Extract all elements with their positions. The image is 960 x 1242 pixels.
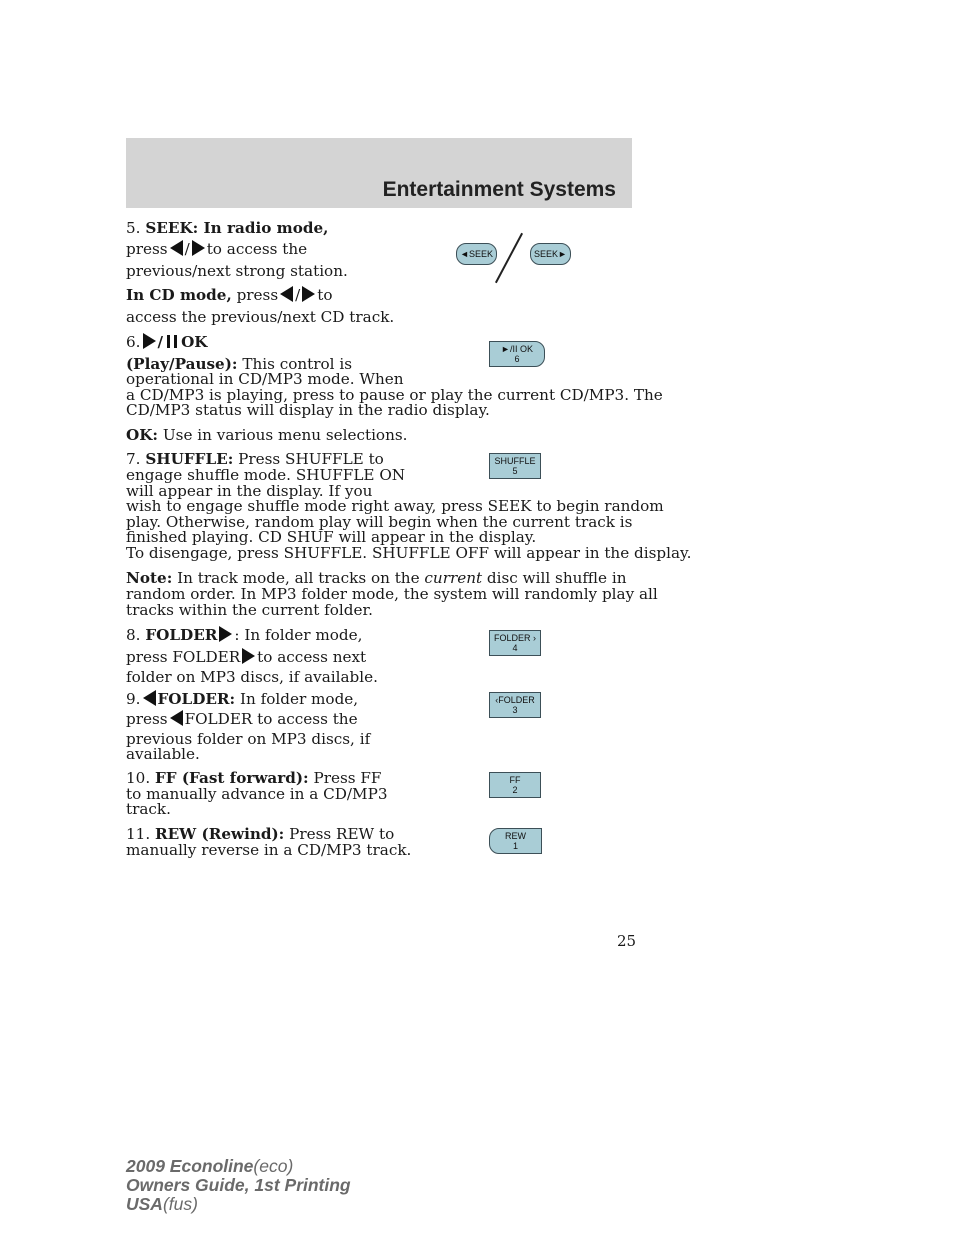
- seek-cd-line-1: In CD mode, press / to: [126, 286, 333, 304]
- ff-line-3: track.: [126, 800, 171, 818]
- play-pause-ok-button: ►/II OK 6: [489, 341, 545, 367]
- play-icon: [143, 333, 156, 349]
- pause-icon: [167, 335, 177, 348]
- note-line-3: tracks within the current folder.: [126, 601, 373, 619]
- shuffle-line-5: play. Otherwise, random play will begin when the current track is: [126, 513, 633, 531]
- play-line-3: a CD/MP3 is playing, press to pause or play the current CD/MP3. The: [126, 386, 663, 404]
- divider-slash: [495, 233, 523, 283]
- header-band: [126, 138, 632, 208]
- play-line-4: CD/MP3 status will display in the radio display.: [126, 401, 490, 419]
- footer-line-3: USA(fus): [126, 1194, 198, 1214]
- rew-line-1: 11. REW (Rewind): Press REW to: [126, 825, 395, 843]
- seek-line-2: previous/next strong station.: [126, 262, 348, 280]
- seek-cd-line-2: access the previous/next CD track.: [126, 308, 395, 326]
- shuffle-button: SHUFFLE 5: [489, 453, 541, 479]
- folder-next-line-1: 8. FOLDER : In folder mode,: [126, 626, 363, 644]
- ff-line-1: 10. FF (Fast forward): Press FF: [126, 769, 382, 787]
- folder-prev-line-1: 9. FOLDER: In folder mode,: [126, 690, 359, 708]
- shuffle-line-2: engage shuffle mode. SHUFFLE ON: [126, 466, 406, 484]
- folder-next-line-2: press FOLDER to access next: [126, 648, 367, 666]
- shuffle-line-1: 7. SHUFFLE: Press SHUFFLE to: [126, 450, 384, 468]
- left-arrow-icon: [170, 240, 183, 256]
- ff-line-2: to manually advance in a CD/MP3: [126, 785, 388, 803]
- folder-prev-line-4: available.: [126, 745, 200, 763]
- footer-line-2: Owners Guide, 1st Printing: [126, 1175, 351, 1195]
- page-number: 25: [617, 932, 637, 950]
- seek-line-1: press / to access the: [126, 240, 308, 258]
- section-title: Entertainment Systems: [382, 178, 616, 201]
- right-arrow-icon: [302, 286, 315, 302]
- shuffle-line-4: wish to engage shuffle mode right away, press SEEK to begin random: [126, 497, 664, 515]
- item-title: SEEK: In radio mode,: [145, 219, 329, 237]
- footer: [126, 1157, 351, 1214]
- note-line-1: Note: In track mode, all tracks on the current disc will shuffle in: [126, 569, 627, 587]
- note-line-2: random order. In MP3 folder mode, the system will randomly play all: [126, 585, 658, 603]
- item-number: 5.: [126, 219, 141, 237]
- footer-line-1: 2009 Econoline(eco): [126, 1156, 294, 1176]
- ok-line: OK: Use in various menu selections.: [126, 426, 408, 444]
- ff-button: FF 2: [489, 772, 541, 798]
- folder-prev-button: ‹FOLDER 3: [489, 692, 541, 718]
- shuffle-line-7: To disengage, press SHUFFLE. SHUFFLE OFF will appear in the display.: [126, 544, 692, 562]
- rew-button: REW 1: [489, 828, 542, 854]
- left-arrow-icon: [170, 710, 183, 726]
- play-line-2: operational in CD/MP3 mode. When: [126, 370, 404, 388]
- right-arrow-icon: [219, 626, 232, 642]
- folder-next-button: FOLDER › 4: [489, 630, 541, 656]
- seek-back-button: ◄SEEK: [456, 243, 497, 265]
- folder-prev-line-2: press FOLDER to access the: [126, 710, 358, 728]
- seek-forward-button: SEEK►: [530, 243, 571, 265]
- right-arrow-icon: [192, 240, 205, 256]
- left-arrow-icon: [280, 286, 293, 302]
- play-heading: 6. / OK: [126, 333, 208, 351]
- shuffle-line-6: finished playing. CD SHUF will appear in the display.: [126, 528, 537, 546]
- folder-next-line-3: folder on MP3 discs, if available.: [126, 668, 378, 686]
- right-arrow-icon: [242, 648, 255, 664]
- shuffle-line-3: will appear in the display. If you: [126, 482, 373, 500]
- play-line-1: (Play/Pause): This control is: [126, 355, 352, 373]
- left-arrow-icon: [143, 690, 156, 706]
- rew-line-2: manually reverse in a CD/MP3 track.: [126, 841, 412, 859]
- folder-prev-line-3: previous folder on MP3 discs, if: [126, 730, 371, 748]
- seek-heading: [126, 219, 328, 237]
